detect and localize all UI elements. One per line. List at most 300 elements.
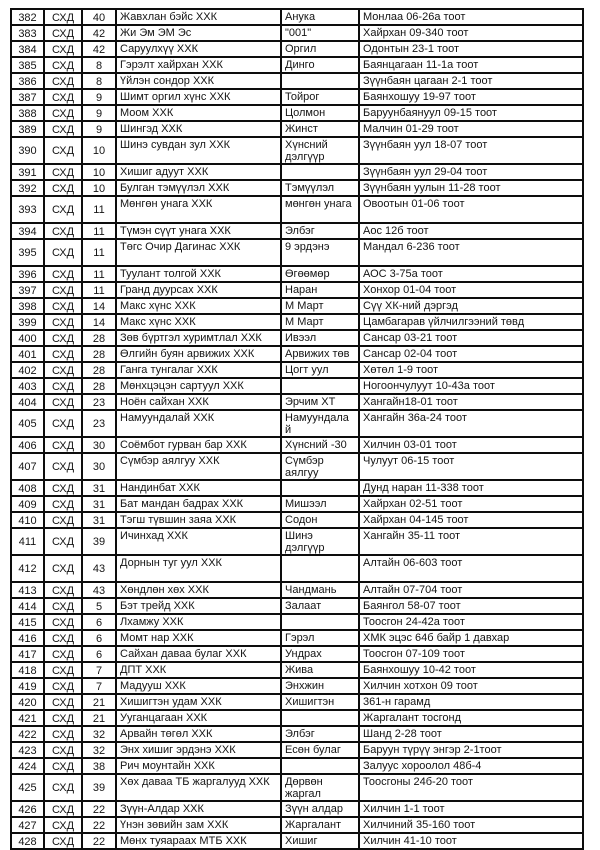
cell-code: 38 xyxy=(82,758,116,774)
cell-address: Тоосгон 07-109 тоот xyxy=(359,646,583,662)
cell-code: 31 xyxy=(82,496,116,512)
cell-code: 21 xyxy=(82,710,116,726)
table-row xyxy=(11,330,583,346)
cell-brand-name: Залаат xyxy=(281,598,359,614)
cell-address: Овоотын 01-06 тоот xyxy=(359,196,583,223)
cell-address: ХМК эцэс 64б байр 1 давхар xyxy=(359,630,583,646)
table-row xyxy=(11,582,583,598)
cell-district: СХД xyxy=(44,614,82,630)
cell-district: СХД xyxy=(44,282,82,298)
cell-brand-name: Энхжин xyxy=(281,678,359,694)
cell-district: СХД xyxy=(44,196,82,223)
cell-brand-name: "001" xyxy=(281,25,359,41)
cell-row-number: 397 xyxy=(11,282,44,298)
cell-district: СХД xyxy=(44,137,82,164)
cell-code: 42 xyxy=(82,25,116,41)
cell-code: 11 xyxy=(82,223,116,239)
cell-address: Одонтын 23-1 тоот xyxy=(359,41,583,57)
cell-company-name: Макс хүнс ХХК xyxy=(116,314,281,330)
cell-brand-name: Дөрвөн жаргал xyxy=(281,774,359,801)
cell-row-number: 417 xyxy=(11,646,44,662)
table-row xyxy=(11,817,583,833)
cell-code: 28 xyxy=(82,378,116,394)
cell-address: Зүүнбаян уулын 11-28 тоот xyxy=(359,180,583,196)
cell-district: СХД xyxy=(44,105,82,121)
cell-code: 10 xyxy=(82,180,116,196)
table-row xyxy=(11,121,583,137)
table-row xyxy=(11,614,583,630)
cell-brand-name: Ундрах xyxy=(281,646,359,662)
cell-code: 10 xyxy=(82,137,116,164)
cell-company-name: Түмэн сүүт унага ХХК xyxy=(116,223,281,239)
cell-company-name: Хөх даваа ТБ жаргалууд ХХК xyxy=(116,774,281,801)
cell-row-number: 408 xyxy=(11,480,44,496)
table-row xyxy=(11,480,583,496)
table-row xyxy=(11,394,583,410)
cell-code: 22 xyxy=(82,817,116,833)
table-row xyxy=(11,346,583,362)
cell-row-number: 401 xyxy=(11,346,44,362)
cell-brand-name: Хүнсний дэлгүүр xyxy=(281,137,359,164)
cell-code: 31 xyxy=(82,512,116,528)
cell-address: Мандал 6-236 тоот xyxy=(359,239,583,266)
cell-code: 9 xyxy=(82,121,116,137)
table-row xyxy=(11,196,583,223)
cell-district: СХД xyxy=(44,758,82,774)
cell-row-number: 393 xyxy=(11,196,44,223)
cell-code: 14 xyxy=(82,298,116,314)
cell-company-name: Зөв бүртгэл хуримтлал ХХК xyxy=(116,330,281,346)
cell-address: Хилчиний 35-160 тоот xyxy=(359,817,583,833)
cell-code: 43 xyxy=(82,555,116,582)
cell-brand-name: Намуундалай xyxy=(281,410,359,437)
cell-company-name: Ууганцагаан ХХК xyxy=(116,710,281,726)
cell-brand-name: Содон xyxy=(281,512,359,528)
cell-company-name: Соёмбот гурван бар ХХК xyxy=(116,437,281,453)
cell-row-number: 400 xyxy=(11,330,44,346)
cell-code: 31 xyxy=(82,480,116,496)
cell-district: СХД xyxy=(44,266,82,282)
cell-company-name: Хишигтэн удам ХХК xyxy=(116,694,281,710)
cell-company-name: Жи Эм ЭМ Эс xyxy=(116,25,281,41)
table-row xyxy=(11,646,583,662)
cell-district: СХД xyxy=(44,314,82,330)
cell-row-number: 392 xyxy=(11,180,44,196)
cell-row-number: 394 xyxy=(11,223,44,239)
cell-row-number: 395 xyxy=(11,239,44,266)
cell-address: Хангайн 36а-24 тоот xyxy=(359,410,583,437)
cell-row-number: 405 xyxy=(11,410,44,437)
table-row xyxy=(11,528,583,555)
cell-code: 22 xyxy=(82,801,116,817)
cell-brand-name xyxy=(281,480,359,496)
cell-brand-name xyxy=(281,555,359,582)
cell-row-number: 428 xyxy=(11,833,44,849)
cell-district: СХД xyxy=(44,330,82,346)
cell-code: 7 xyxy=(82,662,116,678)
cell-address: Хайрхан 09-340 тоот xyxy=(359,25,583,41)
table-row xyxy=(11,555,583,582)
cell-row-number: 384 xyxy=(11,41,44,57)
cell-code: 23 xyxy=(82,410,116,437)
table-row xyxy=(11,801,583,817)
cell-code: 39 xyxy=(82,528,116,555)
cell-district: СХД xyxy=(44,710,82,726)
cell-brand-name: Хүнсний -30 xyxy=(281,437,359,453)
cell-address: Хилчин 41-10 тоот xyxy=(359,833,583,849)
table-row xyxy=(11,833,583,849)
cell-code: 11 xyxy=(82,282,116,298)
table-row xyxy=(11,266,583,282)
cell-company-name: Гэрэлт хайрхан ХХК xyxy=(116,57,281,73)
table-row xyxy=(11,598,583,614)
cell-district: СХД xyxy=(44,25,82,41)
cell-row-number: 398 xyxy=(11,298,44,314)
cell-district: СХД xyxy=(44,410,82,437)
cell-address: Чулуут 06-15 тоот xyxy=(359,453,583,480)
table-row xyxy=(11,223,583,239)
table-row xyxy=(11,378,583,394)
cell-address: Зүүнбаян уул 29-04 тоот xyxy=(359,164,583,180)
cell-address: Малчин 01-29 тоот xyxy=(359,121,583,137)
cell-row-number: 421 xyxy=(11,710,44,726)
cell-brand-name: Цогт уул xyxy=(281,362,359,378)
table-row xyxy=(11,662,583,678)
cell-brand-name xyxy=(281,164,359,180)
table-row xyxy=(11,694,583,710)
cell-company-name: Туулант толгой ХХК xyxy=(116,266,281,282)
cell-company-name: Макс хүнс ХХК xyxy=(116,298,281,314)
cell-code: 14 xyxy=(82,314,116,330)
table-row xyxy=(11,137,583,164)
cell-district: СХД xyxy=(44,630,82,646)
cell-district: СХД xyxy=(44,496,82,512)
cell-district: СХД xyxy=(44,646,82,662)
cell-brand-name: мөнгөн унага xyxy=(281,196,359,223)
cell-brand-name: Хишиг xyxy=(281,833,359,849)
cell-company-name: Нандинбат ХХК xyxy=(116,480,281,496)
cell-brand-name: Динго xyxy=(281,57,359,73)
cell-row-number: 415 xyxy=(11,614,44,630)
cell-code: 30 xyxy=(82,453,116,480)
cell-address: Баянхошуу 19-97 тоот xyxy=(359,89,583,105)
cell-row-number: 425 xyxy=(11,774,44,801)
cell-brand-name: Гэрэл xyxy=(281,630,359,646)
cell-company-name: ДПТ ХХК xyxy=(116,662,281,678)
cell-brand-name: Сүмбэр аялгуу xyxy=(281,453,359,480)
cell-brand-name xyxy=(281,614,359,630)
table-row xyxy=(11,25,583,41)
cell-company-name: Ганга тунгалаг ХХК xyxy=(116,362,281,378)
cell-code: 10 xyxy=(82,164,116,180)
cell-row-number: 409 xyxy=(11,496,44,512)
cell-district: СХД xyxy=(44,453,82,480)
cell-address: Алтайн 07-704 тоот xyxy=(359,582,583,598)
cell-row-number: 391 xyxy=(11,164,44,180)
cell-district: СХД xyxy=(44,121,82,137)
cell-district: СХД xyxy=(44,480,82,496)
cell-code: 28 xyxy=(82,346,116,362)
cell-row-number: 422 xyxy=(11,726,44,742)
cell-address: Хайрхан 04-145 тоот xyxy=(359,512,583,528)
cell-brand-name xyxy=(281,378,359,394)
table-row xyxy=(11,742,583,758)
cell-row-number: 427 xyxy=(11,817,44,833)
cell-district: СХД xyxy=(44,57,82,73)
cell-district: СХД xyxy=(44,394,82,410)
cell-brand-name xyxy=(281,758,359,774)
table-row xyxy=(11,678,583,694)
cell-address: Жаргалант тосгонд xyxy=(359,710,583,726)
cell-district: СХД xyxy=(44,73,82,89)
table-row xyxy=(11,73,583,89)
cell-address: Алтайн 06-603 тоот xyxy=(359,555,583,582)
cell-row-number: 416 xyxy=(11,630,44,646)
cell-brand-name: Элбэг xyxy=(281,726,359,742)
cell-district: СХД xyxy=(44,164,82,180)
cell-code: 22 xyxy=(82,833,116,849)
cell-address: Тоосгоны 24б-20 тоот xyxy=(359,774,583,801)
cell-address: Хилчин хотхон 09 тоот xyxy=(359,678,583,694)
cell-brand-name: Цолмон xyxy=(281,105,359,121)
cell-code: 6 xyxy=(82,614,116,630)
table-row xyxy=(11,410,583,437)
cell-company-name: Момт нар ХХК xyxy=(116,630,281,646)
cell-company-name: Бат мандан бадрах ХХК xyxy=(116,496,281,512)
cell-row-number: 420 xyxy=(11,694,44,710)
cell-brand-name: Тойрог xyxy=(281,89,359,105)
table-row xyxy=(11,630,583,646)
table-row xyxy=(11,453,583,480)
cell-row-number: 388 xyxy=(11,105,44,121)
cell-code: 39 xyxy=(82,774,116,801)
cell-code: 28 xyxy=(82,330,116,346)
cell-code: 42 xyxy=(82,41,116,57)
cell-address: Зүүнбаян цагаан 2-1 тоот xyxy=(359,73,583,89)
cell-company-name: Дорнын туг уул ХХК xyxy=(116,555,281,582)
cell-brand-name: Анука xyxy=(281,9,359,25)
table-row xyxy=(11,41,583,57)
cell-company-name: Өлгийн буян арвижих ХХК xyxy=(116,346,281,362)
cell-company-name: Бэт трейд ХХК xyxy=(116,598,281,614)
cell-company-name: Шингэд ХХК xyxy=(116,121,281,137)
cell-address: Хангайн 35-11 тоот xyxy=(359,528,583,555)
cell-brand-name xyxy=(281,73,359,89)
cell-address: Баянцагаан 11-1а тоот xyxy=(359,57,583,73)
cell-company-name: Мадууш ХХК xyxy=(116,678,281,694)
cell-address: Хангайн18-01 тоот xyxy=(359,394,583,410)
cell-row-number: 383 xyxy=(11,25,44,41)
cell-row-number: 402 xyxy=(11,362,44,378)
cell-district: СХД xyxy=(44,346,82,362)
cell-address: Сүү ХК-ний дэргэд xyxy=(359,298,583,314)
cell-company-name: Хөндлөн хөх ХХК xyxy=(116,582,281,598)
table-row xyxy=(11,362,583,378)
cell-row-number: 403 xyxy=(11,378,44,394)
cell-company-name: Мөнх туяараах МТБ ХХК xyxy=(116,833,281,849)
cell-address: Аос 12б тоот xyxy=(359,223,583,239)
business-registry-table xyxy=(10,8,584,850)
table-row xyxy=(11,298,583,314)
cell-company-name: Мөнхцэцэн сартуул ХХК xyxy=(116,378,281,394)
cell-code: 30 xyxy=(82,437,116,453)
table-row xyxy=(11,180,583,196)
cell-row-number: 382 xyxy=(11,9,44,25)
cell-address: Баруун түрүү энгэр 2-1тоот xyxy=(359,742,583,758)
cell-brand-name: Тэмүүлэл xyxy=(281,180,359,196)
cell-code: 32 xyxy=(82,742,116,758)
cell-company-name: Гранд дуурсах ХХК xyxy=(116,282,281,298)
cell-row-number: 426 xyxy=(11,801,44,817)
cell-row-number: 423 xyxy=(11,742,44,758)
cell-code: 8 xyxy=(82,73,116,89)
cell-row-number: 418 xyxy=(11,662,44,678)
cell-code: 28 xyxy=(82,362,116,378)
cell-address: Тоосгон 24-42а тоот xyxy=(359,614,583,630)
cell-address: Залуус хороолол 48б-4 xyxy=(359,758,583,774)
cell-brand-name: Мишээл xyxy=(281,496,359,512)
cell-district: СХД xyxy=(44,833,82,849)
cell-brand-name: Оргил xyxy=(281,41,359,57)
cell-brand-name: Шинэ дэлгүүр xyxy=(281,528,359,555)
table-row xyxy=(11,105,583,121)
cell-district: СХД xyxy=(44,801,82,817)
cell-row-number: 411 xyxy=(11,528,44,555)
table-row xyxy=(11,89,583,105)
cell-company-name: Лхамжу ХХК xyxy=(116,614,281,630)
cell-company-name: Шинэ сувдан зул ХХК xyxy=(116,137,281,164)
cell-row-number: 412 xyxy=(11,555,44,582)
cell-district: СХД xyxy=(44,694,82,710)
table-row xyxy=(11,282,583,298)
cell-code: 21 xyxy=(82,694,116,710)
cell-code: 9 xyxy=(82,89,116,105)
cell-district: СХД xyxy=(44,41,82,57)
cell-brand-name: Өгөөмөр xyxy=(281,266,359,282)
cell-address: 361-н гарамд xyxy=(359,694,583,710)
cell-address: Хайрхан 02-51 тоот xyxy=(359,496,583,512)
table-row xyxy=(11,726,583,742)
cell-brand-name: Эрчим ХТ xyxy=(281,394,359,410)
cell-district: СХД xyxy=(44,239,82,266)
cell-row-number: 406 xyxy=(11,437,44,453)
cell-code: 40 xyxy=(82,9,116,25)
cell-address: Дунд наран 11-338 тоот xyxy=(359,480,583,496)
cell-code: 6 xyxy=(82,646,116,662)
cell-address: Сансар 03-21 тоот xyxy=(359,330,583,346)
cell-district: СХД xyxy=(44,817,82,833)
cell-address: Хөтөл 1-9 тоот xyxy=(359,362,583,378)
cell-district: СХД xyxy=(44,726,82,742)
cell-row-number: 399 xyxy=(11,314,44,330)
cell-district: СХД xyxy=(44,555,82,582)
cell-row-number: 407 xyxy=(11,453,44,480)
table-row xyxy=(11,496,583,512)
cell-code: 32 xyxy=(82,726,116,742)
cell-row-number: 419 xyxy=(11,678,44,694)
cell-district: СХД xyxy=(44,528,82,555)
cell-code: 6 xyxy=(82,630,116,646)
cell-row-number: 389 xyxy=(11,121,44,137)
table-row xyxy=(11,57,583,73)
cell-company-name: Мөнгөн унага ХХК xyxy=(116,196,281,223)
table-row xyxy=(11,239,583,266)
cell-code: 23 xyxy=(82,394,116,410)
cell-company-name: Ноён сайхан ХХК xyxy=(116,394,281,410)
cell-company-name: Тэгш түвшин заяа ХХК xyxy=(116,512,281,528)
cell-company-name: Арвайн төгөл ХХК xyxy=(116,726,281,742)
cell-row-number: 385 xyxy=(11,57,44,73)
cell-brand-name: Жива xyxy=(281,662,359,678)
cell-brand-name: Хишигтэн xyxy=(281,694,359,710)
cell-brand-name: М Март xyxy=(281,298,359,314)
cell-brand-name: Чандмань xyxy=(281,582,359,598)
cell-row-number: 387 xyxy=(11,89,44,105)
cell-brand-name: Ивээл xyxy=(281,330,359,346)
cell-code: 11 xyxy=(82,266,116,282)
cell-row-number: 386 xyxy=(11,73,44,89)
cell-address: Цамбагарав үйлчилгээний төвд xyxy=(359,314,583,330)
cell-address: Монлаа 06-26а тоот xyxy=(359,9,583,25)
cell-code: 11 xyxy=(82,196,116,223)
cell-address: Баянгол 58-07 тоот xyxy=(359,598,583,614)
cell-district: СХД xyxy=(44,774,82,801)
cell-brand-name: Наран xyxy=(281,282,359,298)
cell-row-number: 396 xyxy=(11,266,44,282)
cell-company-name: Саруулхүү ХХК xyxy=(116,41,281,57)
table-row xyxy=(11,774,583,801)
cell-address: Зүүнбаян уул 18-07 тоот xyxy=(359,137,583,164)
cell-code: 11 xyxy=(82,239,116,266)
cell-brand-name: Арвижих төв xyxy=(281,346,359,362)
cell-brand-name: Жаргалант xyxy=(281,817,359,833)
cell-brand-name: Зүүн алдар xyxy=(281,801,359,817)
cell-row-number: 390 xyxy=(11,137,44,164)
cell-company-name: Намуундалай ХХК xyxy=(116,410,281,437)
cell-brand-name xyxy=(281,710,359,726)
cell-row-number: 424 xyxy=(11,758,44,774)
cell-company-name: Жавхлан бэйс ХХК xyxy=(116,9,281,25)
cell-brand-name: Жинст xyxy=(281,121,359,137)
table-row xyxy=(11,437,583,453)
cell-code: 8 xyxy=(82,57,116,73)
cell-address: АОС 3-75а тоот xyxy=(359,266,583,282)
table-row xyxy=(11,9,583,25)
cell-row-number: 410 xyxy=(11,512,44,528)
cell-district: СХД xyxy=(44,180,82,196)
cell-company-name: Рич моунтайн ХХК xyxy=(116,758,281,774)
cell-district: СХД xyxy=(44,437,82,453)
cell-address: Шанд 2-28 тоот xyxy=(359,726,583,742)
cell-district: СХД xyxy=(44,298,82,314)
cell-district: СХД xyxy=(44,223,82,239)
cell-address: Баруунбаянуул 09-15 тоот xyxy=(359,105,583,121)
cell-company-name: Сайхан даваа булаг ХХК xyxy=(116,646,281,662)
cell-brand-name: Есөн булаг xyxy=(281,742,359,758)
cell-address: Сансар 02-04 тоот xyxy=(359,346,583,362)
cell-brand-name: М Март xyxy=(281,314,359,330)
cell-company-name: Хишиг адуут ХХК xyxy=(116,164,281,180)
cell-row-number: 414 xyxy=(11,598,44,614)
cell-address: Хилчин 1-1 тоот xyxy=(359,801,583,817)
cell-district: СХД xyxy=(44,742,82,758)
cell-district: СХД xyxy=(44,9,82,25)
cell-brand-name: Элбэг xyxy=(281,223,359,239)
table-row xyxy=(11,164,583,180)
cell-district: СХД xyxy=(44,598,82,614)
cell-district: СХД xyxy=(44,512,82,528)
table-row xyxy=(11,758,583,774)
